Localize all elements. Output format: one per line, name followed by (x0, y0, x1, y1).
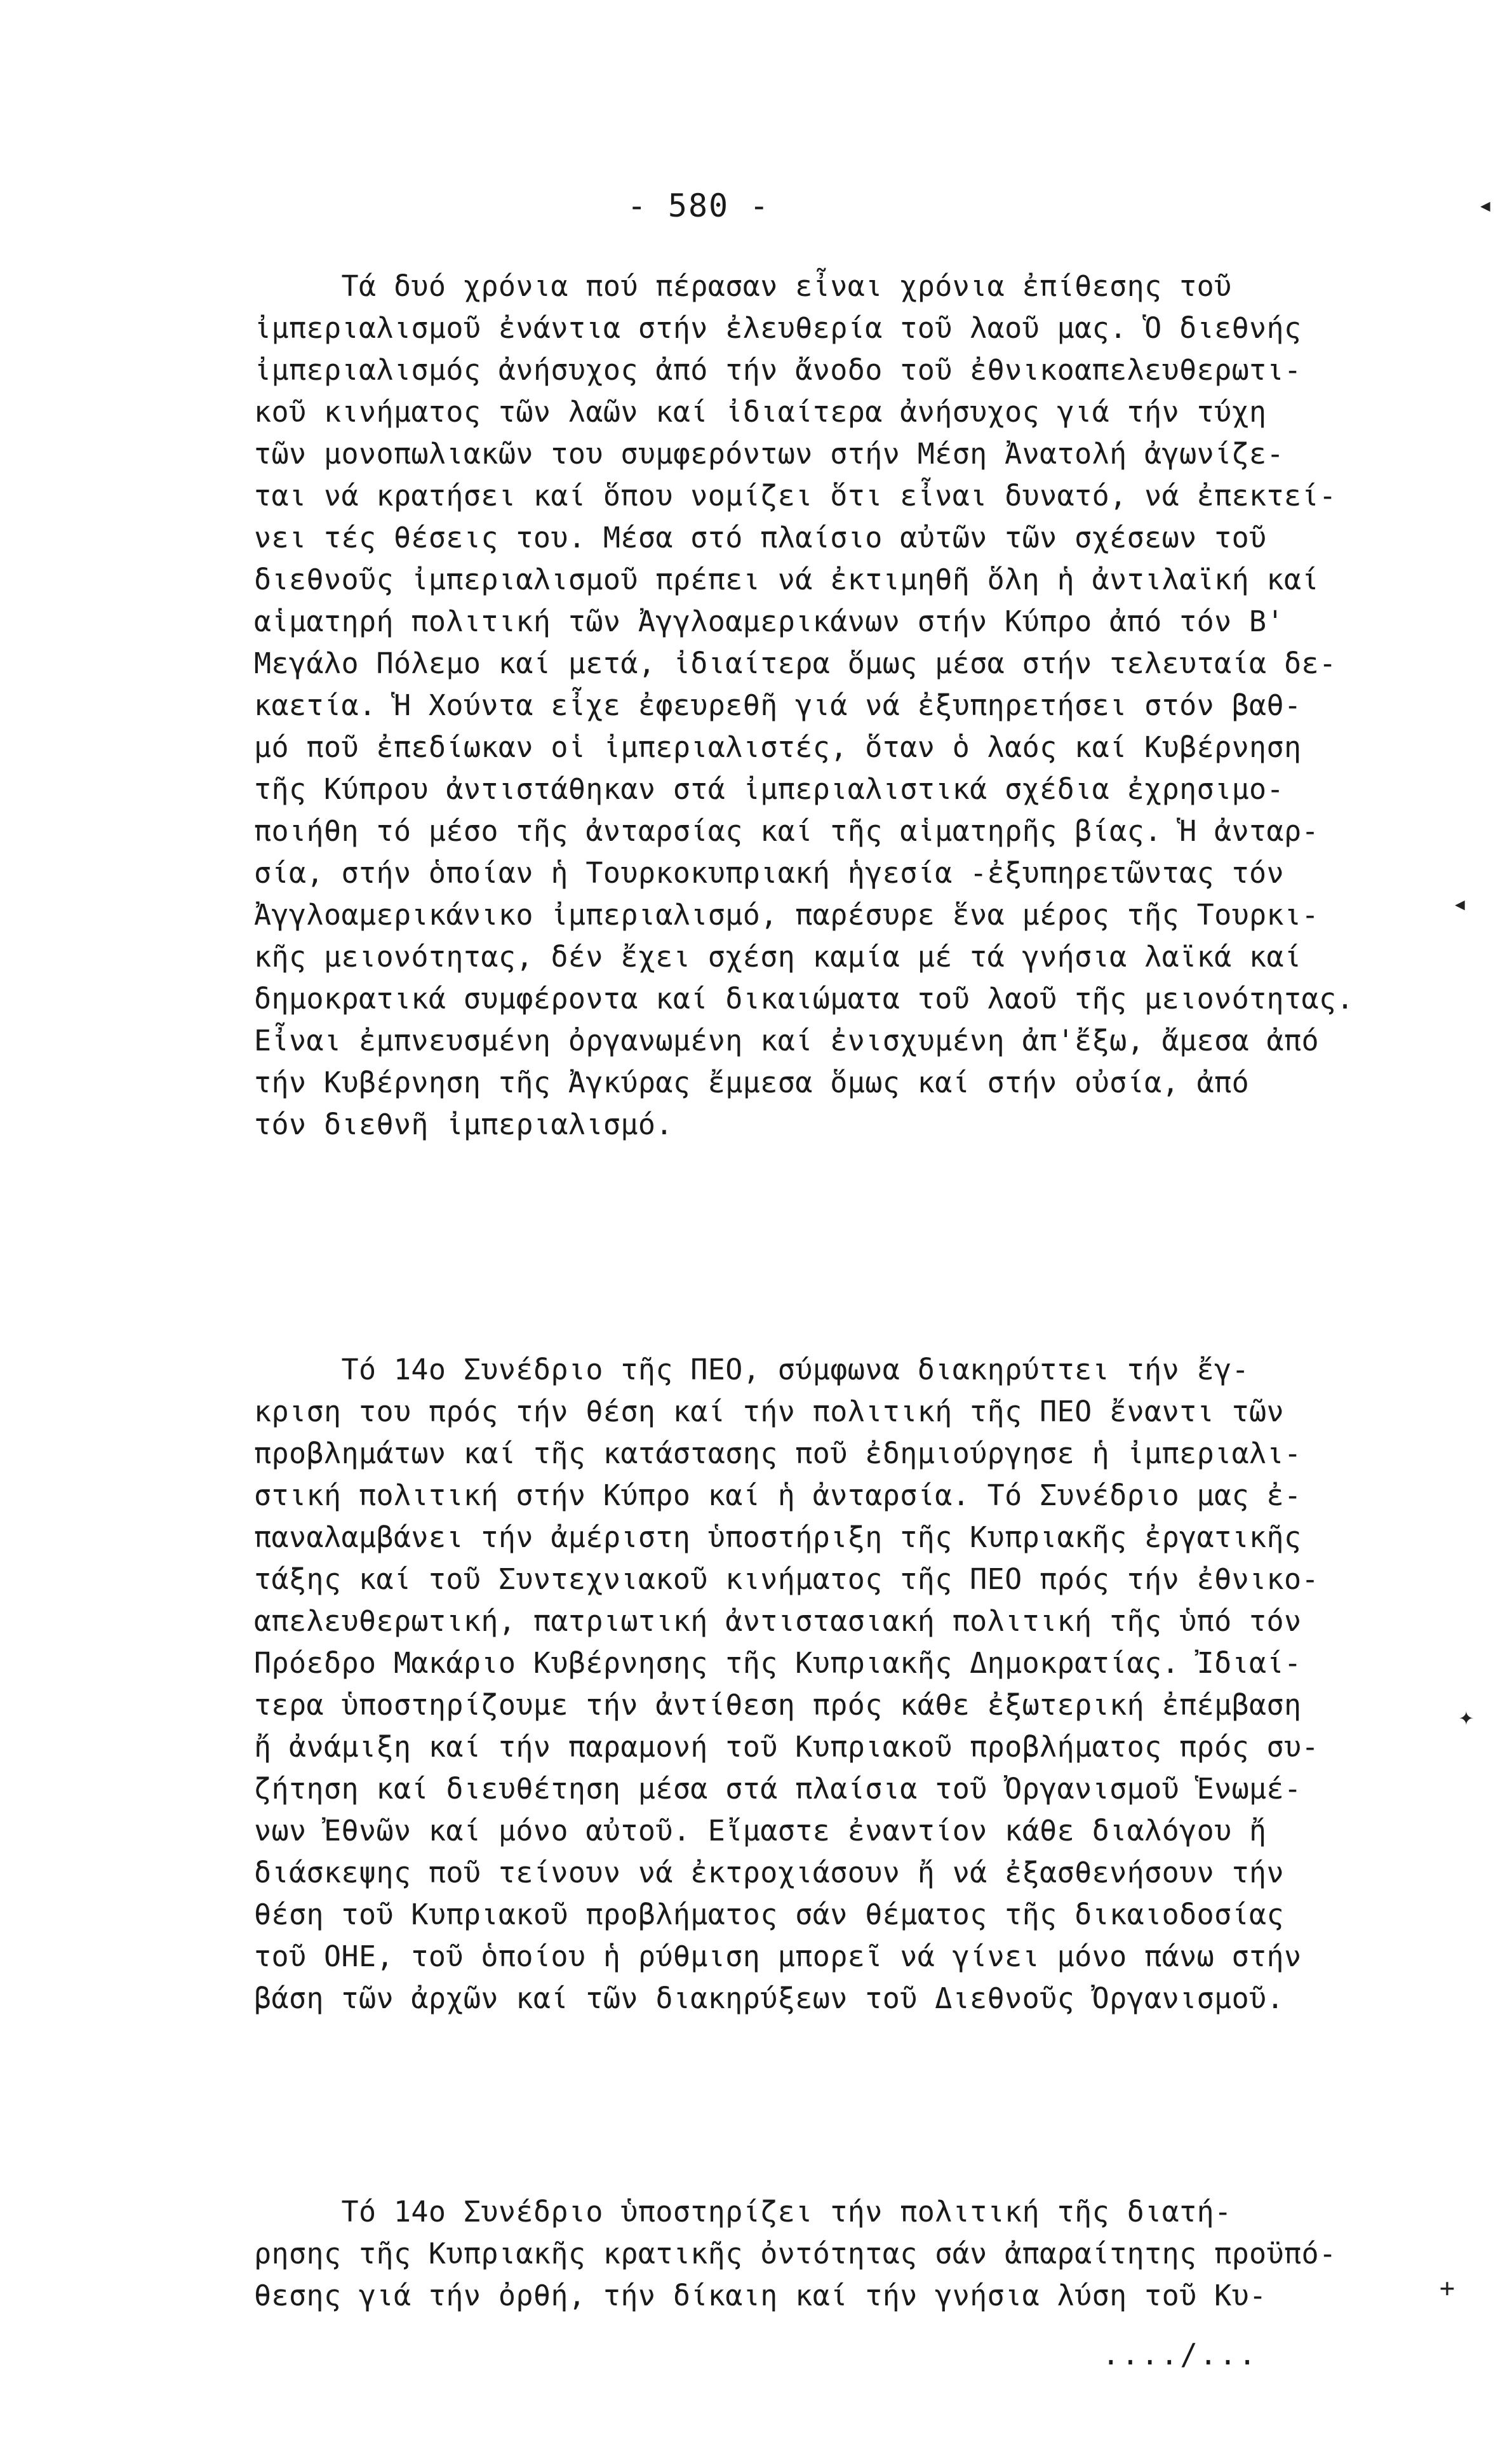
text-line: νει τές θέσεις του. Μέσα στό πλαίσιο αὐτῶν τῶν σχέσεων τοῦ (254, 521, 1267, 554)
text-line: τῆς Κύπρου ἀντιστάθηκαν στά ἰμπεριαλιστικά σχέδια ἐχρησιμο- (254, 772, 1285, 806)
text-line: ται νά κρατήσει καί ὅπου νομίζει ὅτι εἶναι δυνατό, νά ἐπεκτεί- (254, 479, 1337, 513)
text-line: κοῦ κινήματος τῶν λαῶν καί ἰδιαίτερα ἀνήσυχος γιά τήν τύχη (254, 395, 1267, 429)
paragraph-imperialism (254, 265, 1355, 1146)
scan-mark-right: ✦ (1458, 1702, 1474, 1731)
text-line: αἱματηρή πολιτική τῶν Ἀγγλοαμερικάνων στήν Κύπρο ἀπό τόν Β' (254, 605, 1285, 638)
text-line: Τό 14ο Συνέδριο τῆς ΠΕΟ, σύμφωνα διακηρύττει τήν ἔγ- (254, 1353, 1250, 1386)
text-line: τήν Κυβέρνηση τῆς Ἀγκύρας ἔμμεσα ὅμως καί στήν οὐσία, ἀπό (254, 1066, 1250, 1099)
text-line: προβλημάτων καί τῆς κατάστασης ποῦ ἐδημιούργησε ἡ ἰμπεριαλι- (254, 1437, 1302, 1470)
text-line: κριση του πρός τήν θέση καί τήν πολιτική τῆς ΠΕΟ ἔναντι τῶν (254, 1395, 1285, 1428)
text-line: διάσκεψης ποῦ τείνουν νά ἐκτροχιάσουν ἤ νά ἐξασθενήσουν τήν (254, 1856, 1285, 1889)
text-line: κῆς μειονότητας, δέν ἔχει σχέση καμία μέ τά γνήσια λαϊκά καί (254, 940, 1302, 974)
text-line: μό ποῦ ἐπεδίωκαν οἱ ἰμπεριαλιστές, ὅταν ὁ λαός καί Κυβέρνηση (254, 730, 1302, 764)
scan-mark-right: ◂ (1477, 191, 1493, 220)
text-line: Τό 14ο Συνέδριο ὑποστηρίζει τήν πολιτική τῆς διατή- (254, 2195, 1232, 2229)
scan-mark-right: ◂ (1452, 889, 1468, 918)
text-line: Μεγάλο Πόλεμο καί μετά, ἰδιαίτερα ὅμως μέσα στήν τελευταία δε- (254, 647, 1337, 680)
paragraph-congress-approval (254, 1349, 1334, 2020)
text-line: ἤ ἀνάμιξη καί τήν παραμονή τοῦ Κυπριακοῦ προβλήματος πρός συ- (254, 1730, 1320, 1764)
page-number: - 580 - (627, 187, 770, 224)
text-line: ἰμπεριαλισμός ἀνήσυχος ἀπό τήν ἄνοδο τοῦ ἐθνικοαπελευθερωτι- (254, 353, 1302, 387)
text-line: στική πολιτική στήν Κύπρο καί ἡ ἀνταρσία. Τό Συνέδριο μας ἐ- (254, 1478, 1302, 1512)
text-line: τάξης καί τοῦ Συντεχνιακοῦ κινήματος τῆς ΠΕΟ πρός τήν ἐθνικο- (254, 1562, 1320, 1596)
text-line: Εἶναι ἐμπνευσμένη ὀργανωμένη καί ἐνισχυμένη ἀπ'ἔξω, ἄμεσα ἀπό (254, 1024, 1320, 1057)
paragraph-congress-support (254, 2191, 1337, 2317)
text-line: καετία. Ἡ Χούντα εἶχε ἐφευρεθῆ γιά νά ἐξυπηρετήσει στόν βαθ- (254, 688, 1302, 722)
text-line: τῶν μονοπωλιακῶν του συμφερόντων στήν Μέση Ἀνατολή ἀγωνίζε- (254, 437, 1285, 471)
text-line: ἰμπεριαλισμοῦ ἐνάντια στήν ἐλευθερία τοῦ λαοῦ μας. Ὁ διεθνής (254, 311, 1302, 345)
text-line: παναλαμβάνει τήν ἀμέριστη ὑποστήριξη τῆς Κυπριακῆς ἐργατικῆς (254, 1520, 1302, 1554)
text-line: Ἀγγλοαμερικάνικο ἰμπεριαλισμό, παρέσυρε ἕνα μέρος τῆς Τουρκι- (254, 898, 1320, 932)
text-line: τοῦ ΟΗΕ, τοῦ ὁποίου ἡ ρύθμιση μπορεῖ νά γίνει μόνο πάνω στήν (254, 1940, 1302, 1973)
text-line: ζήτηση καί διευθέτηση μέσα στά πλαίσια τοῦ Ὀργανισμοῦ Ἑνωμέ- (254, 1772, 1302, 1806)
text-line: ρησης τῆς Κυπριακῆς κρατικῆς ὀντότητας σάν ἀπαραίτητης προϋπό- (254, 2237, 1337, 2270)
text-line: δημοκρατικά συμφέροντα καί δικαιώματα τοῦ λαοῦ τῆς μειονότητας. (254, 982, 1355, 1016)
text-line: νων Ἐθνῶν καί μόνο αὐτοῦ. Εἴμαστε ἐναντίον κάθε διαλόγου ἤ (254, 1814, 1267, 1847)
text-line: θέση τοῦ Κυπριακοῦ προβλήματος σάν θέματος τῆς δικαιοδοσίας (254, 1898, 1285, 1931)
continuation-mark: ..../... (1102, 2337, 1258, 2371)
text-line: βάση τῶν ἀρχῶν καί τῶν διακηρύξεων τοῦ Διεθνοῦς Ὀργανισμοῦ. (254, 1981, 1285, 2015)
text-line: απελευθερωτική, πατριωτική ἀντιστασιακή πολιτική τῆς ὑπό τόν (254, 1604, 1302, 1638)
text-line: Τά δυό χρόνια πού πέρασαν εἶναι χρόνια ἐπίθεσης τοῦ (254, 269, 1232, 303)
scan-mark-right: + (1439, 2274, 1455, 2303)
text-line: διεθνοῦς ἰμπεριαλισμοῦ πρέπει νά ἐκτιμηθῆ ὅλη ἡ ἀντιλαϊκή καί (254, 563, 1320, 596)
text-line: τόν διεθνῆ ἰμπεριαλισμό. (254, 1108, 673, 1141)
text-line: ποιήθη τό μέσο τῆς ἀνταρσίας καί τῆς αἱματηρῆς βίας. Ἡ ἀνταρ- (254, 814, 1320, 848)
text-line: τερα ὑποστηρίζουμε τήν ἀντίθεση πρός κάθε ἐξωτερική ἐπέμβαση (254, 1688, 1302, 1722)
text-line: θεσης γιά τήν ὀρθή, τήν δίκαιη καί τήν γνήσια λύση τοῦ Κυ- (254, 2279, 1267, 2312)
text-line: σία, στήν ὁποίαν ἡ Τουρκοκυπριακή ἡγεσία -ἐξυπηρετῶντας τόν (254, 856, 1285, 890)
text-line: Πρόεδρο Μακάριο Κυβέρνησης τῆς Κυπριακῆς Δημοκρατίας. Ἰδιαί- (254, 1646, 1302, 1680)
